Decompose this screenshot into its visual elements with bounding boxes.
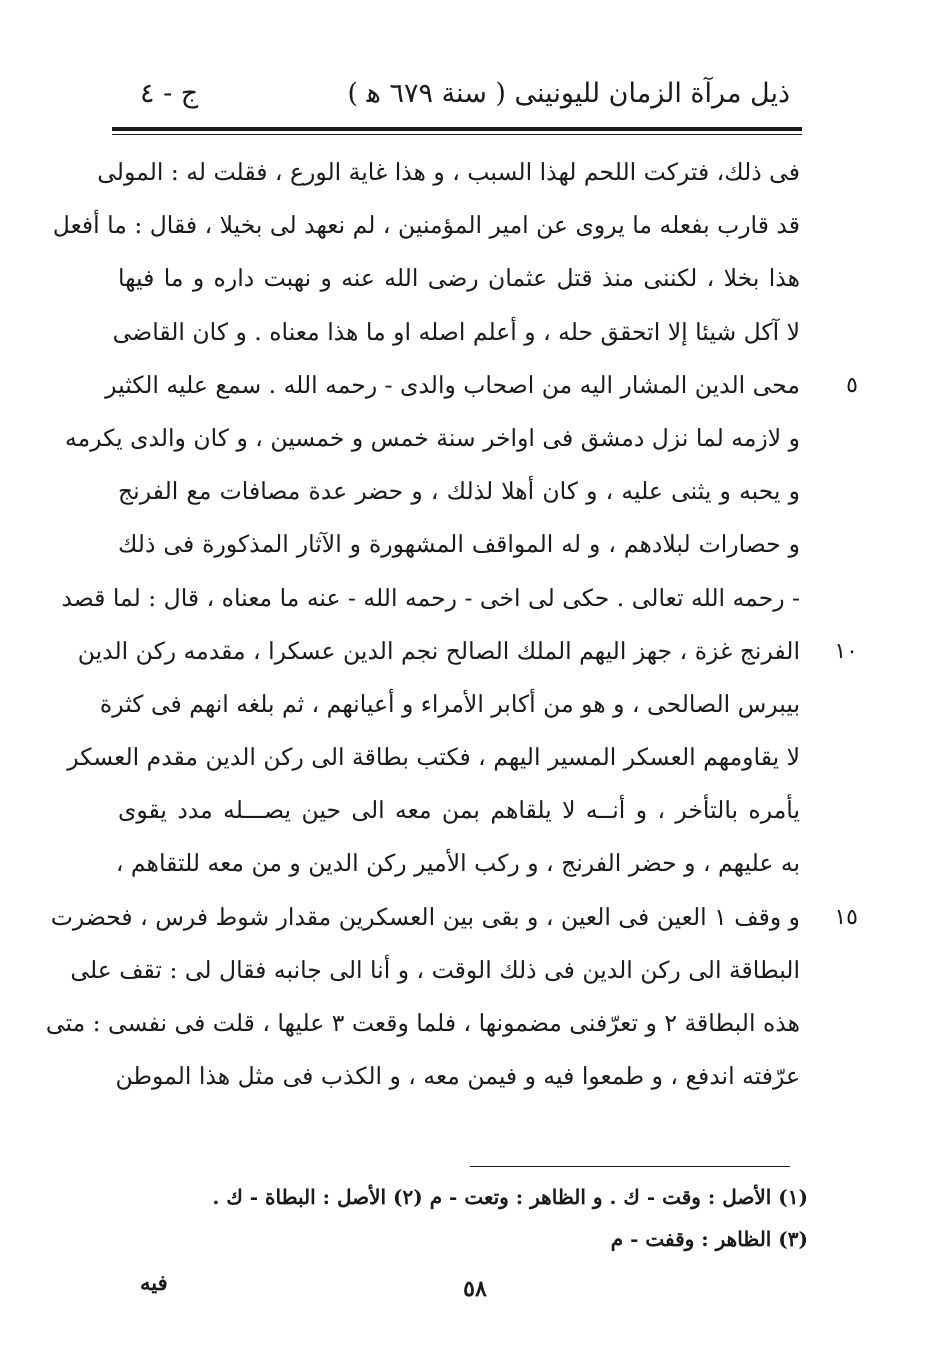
text-line [52, 199, 800, 252]
line-text: فى ذلك، فتركت اللحم لهذا السبب ، و هذا غاية الورع ، فقلت له : المولى [97, 158, 800, 186]
catchword: فيه [140, 1270, 168, 1295]
text-line [118, 784, 800, 837]
line-text: لا يقاومهم العسكر المسير اليهم ، فكتب بطاقة الى ركن الدين مقدم العسكر [67, 743, 800, 772]
text-line [67, 731, 800, 784]
main-text [45, 146, 858, 1103]
text-line [77, 625, 858, 678]
line-text: و وقف ١ العين فى العين ، و بقى بين العسكرين مقدار شوط فرس ، فحضرت [50, 902, 800, 931]
line-text: هذه البطاقة ٢ و تعرّفنى مضمونها ، فلما وقعت ٣ عليها ، قلت فى نفسى : متى [45, 1009, 800, 1037]
line-text: لا آكل شيئا إلا اتحقق حله ، و أعلم اصله او ما هذا معناه . و كان القاضى [112, 317, 800, 346]
line-text: قد قارب بفعله ما يروى عن امير المؤمنين ، لم نعهد لى بخيلا ، فقال : ما أفعل [52, 211, 800, 240]
text-line [70, 944, 800, 997]
footnote-line: (٣) الظاهر : وقفت - م [610, 1227, 808, 1251]
line-text: و لازمه لما نزل دمشق فى اواخر سنة خمس و خمسين ، و كان والدى يكرمه [65, 423, 800, 452]
text-line [112, 306, 800, 359]
text-line [65, 412, 800, 465]
footnote-separator [470, 1166, 790, 1167]
text-line [115, 1050, 800, 1103]
line-text: و حصارات لبلادهم ، و له المواقف المشهورة و الآثار المذكورة فى ذلك [118, 530, 800, 559]
text-line [97, 146, 800, 199]
line-text: - رحمه الله تعالى . حكى لى اخى - رحمه الله - عنه ما معناه ، قال : لما قصد [61, 583, 800, 612]
text-line [118, 465, 800, 518]
page-number: ٥٨ [463, 1276, 487, 1302]
text-line [99, 678, 800, 731]
line-number: ١٠ [834, 638, 858, 664]
running-header [120, 74, 800, 120]
header-rule-thin [112, 134, 802, 135]
header-volume: ج - ٤ [140, 78, 199, 109]
line-number: ٥ [846, 372, 858, 398]
header-title: ذيل مرآة الزمان لليونينى ( سنة ٦٧٩ ﻫ ) [347, 78, 790, 109]
line-text: عرّفته اندفع ، و طمعوا فيه و فيمن معه ، و الكذب فى مثل هذا الموطن [115, 1062, 800, 1091]
text-line [105, 359, 858, 412]
line-text: هذا بخلا ، لكننى منذ قتل عثمان رضى الله عنه و نهبت داره و ما فيها [118, 264, 800, 293]
text-line [118, 252, 800, 305]
text-line [61, 572, 800, 625]
line-text: به عليهم ، و حضر الفرنج ، و ركب الأمير ركن الدين و من معه للتقاهم ، [115, 849, 800, 878]
line-text: يأمره بالتأخر ، و أنــه لا يلقاهم بمن معه الى حين يصـــله مدد يقوى [118, 796, 800, 825]
header-rule-thick [112, 127, 802, 131]
text-line [45, 997, 800, 1050]
footnotes [108, 1176, 808, 1260]
text-line [118, 518, 800, 571]
text-line [115, 837, 800, 890]
line-number: ١٥ [834, 904, 858, 930]
line-text: بيبرس الصالحى ، و هو من أكابر الأمراء و أعيانهم ، ثم بلغه انهم فى كثرة [99, 689, 800, 718]
line-text: الفرنج غزة ، جهز اليهم الملك الصالح نجم الدين عسكرا ، مقدمه ركن الدين [77, 636, 800, 665]
line-text: و يحبه و يثنى عليه ، و كان أهلا لذلك ، و حضر عدة مصافات مع الفرنج [118, 477, 800, 506]
line-text: البطاقة الى ركن الدين فى ذلك الوقت ، و أنا الى جانبه فقال لى : تقف على [70, 955, 800, 984]
line-text: محى الدين المشار اليه من اصحاب والدى - رحمه الله . سمع عليه الكثير [105, 370, 800, 399]
footnote-line: (١) الأصل : وقت - ك . و الظاهر : وتعت - م (٢) الأصل : البطاة - ك . [212, 1185, 808, 1209]
text-line [50, 891, 858, 944]
